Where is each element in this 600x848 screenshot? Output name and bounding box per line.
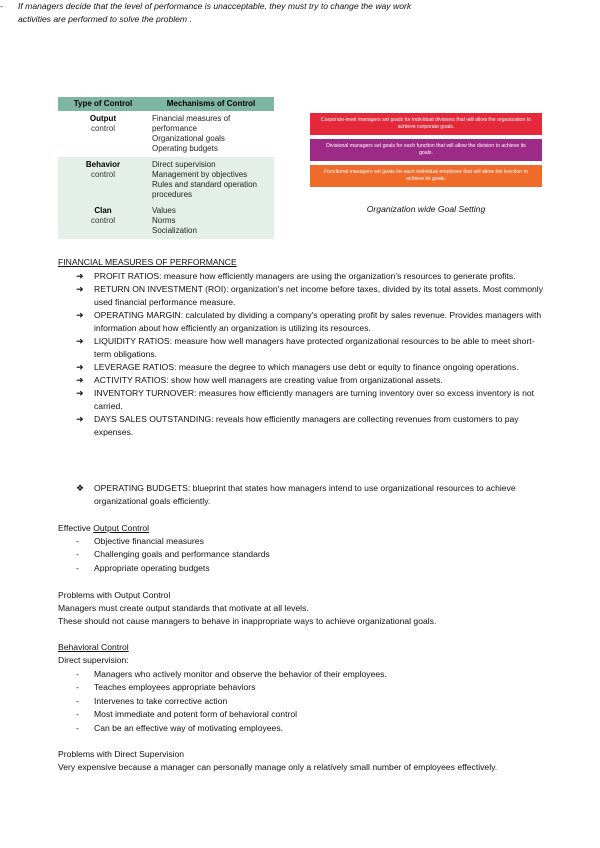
financial-measures-list <box>76 270 546 439</box>
goal-setting-caption: Organization wide Goal Setting <box>366 204 486 214</box>
list-item: ➜ DAYS SALES OUTSTANDING: reveals how efficiently managers are collecting revenues from customers to pay expenses. <box>76 414 519 437</box>
list-item: ➜ LIQUIDITY RATIOS: measure how well managers have protected organizational resources to be able to meet short-term obligations. <box>76 336 535 359</box>
control-type-sub: control <box>90 216 115 225</box>
list-item: ➜ INVENTORY TURNOVER: measures how efficiently managers are turning inventory over so excess inventory is not carried. <box>76 388 535 411</box>
problems-supervision-heading: Problems with Direct Supervision <box>58 749 185 759</box>
behavioral-sub: Direct supervision: <box>58 655 129 665</box>
list-item: - Most immediate and potent form of behavioral control <box>76 709 298 720</box>
mechanism: Norms <box>152 216 176 225</box>
list-item: ➜ ACTIVITY RATIOS: show how well managers are creating value from organizational assets. <box>76 375 443 385</box>
table-header-mechanisms: Mechanisms of Control <box>148 97 274 111</box>
arrow-icon: ➜ <box>76 388 84 398</box>
goal-setting-diagram <box>310 113 542 191</box>
list-item: ➜ OPERATING MARGIN: calculated by dividing a company's operating profit by sales revenue. Provides managers with information about how efficiently an organization is utilizing its resources. <box>76 310 542 333</box>
mechanism: Management by objectives <box>152 170 248 179</box>
mechanism: Direct supervision <box>152 160 216 169</box>
mechanism: Financial measures of performance <box>152 114 231 133</box>
budget-list <box>76 482 546 508</box>
problems-output-heading: Problems with Output Control <box>58 590 171 600</box>
arrow-icon: ➜ <box>76 362 84 372</box>
list-item: - Intervenes to take corrective action <box>76 695 228 706</box>
arrow-icon: ➜ <box>76 375 84 385</box>
arrow-icon: ➜ <box>76 310 84 320</box>
control-type-sub: control <box>90 124 115 133</box>
paragraph-line: These should not cause managers to behave in inappropriate ways to achieve organizational goals. <box>58 616 437 626</box>
list-item: ➜ LEVERAGE RATIOS: measure the degree to which managers use debt or equity to finance ongoing operations. <box>76 362 519 372</box>
table-header-type: Type of Control <box>58 97 148 111</box>
paragraph-line: Managers must create output standards that motivate at all levels. <box>58 603 309 613</box>
arrow-icon: ➜ <box>76 336 84 346</box>
behavioral-list <box>76 668 387 735</box>
effective-output-heading: Effective Output Control <box>58 523 150 533</box>
table-row <box>58 203 274 239</box>
problems-output-section <box>58 589 548 628</box>
dash-bullet: - <box>0 1 3 11</box>
table-row <box>58 157 274 203</box>
mechanism: Rules and standard operation procedures <box>152 180 257 199</box>
control-type-sub: control <box>90 170 115 179</box>
list-item: - Teaches employees appropriate behaviors <box>76 682 256 693</box>
list-item: - Managers who actively monitor and observe the behavior of their employees. <box>76 669 387 679</box>
goal-bar-functional: Functional managers set goals for each individual employee that will allow the function to achieve its goals. <box>310 165 542 187</box>
control-type: Output <box>89 114 117 123</box>
problems-supervision-section <box>58 748 548 774</box>
goal-bar-corporate: Corporate-level managers set goals for individual divisions that will allow the organization to achieve corporate goals. <box>310 113 542 135</box>
mechanism: Organizational goals <box>152 134 225 143</box>
intro-text: If managers decide that the level of performance is unacceptable, they must try to change the way work activities are performed to solve the problem . <box>18 1 412 24</box>
list-item: - Can be an effective way of motivating employees. <box>76 722 284 733</box>
list-item: ➜ RETURN ON INVESTMENT (ROI): organization's net income before taxes, divided by its total assets. Most commonly used financial performance measure. <box>76 284 543 307</box>
control-type: Behavior <box>85 160 121 169</box>
financial-heading: FINANCIAL MEASURES OF PERFORMANCE <box>58 257 237 267</box>
list-item: - Objective financial measures <box>76 536 204 546</box>
list-item: ➜ PROFIT RATIOS: measure how efficiently managers are using the organization's resources to generate profits. <box>76 271 516 281</box>
arrow-icon: ➜ <box>76 414 84 424</box>
table-row <box>58 111 274 157</box>
arrow-icon: ➜ <box>76 271 84 281</box>
paragraph-text: Very expensive because a manager can personally manage only a relatively small number of employees effectively. <box>58 762 498 772</box>
arrow-icon: ➜ <box>76 284 84 294</box>
mechanism: Socialization <box>152 226 197 235</box>
control-types-table <box>58 97 274 239</box>
list-item: ❖ OPERATING BUDGETS: blueprint that states how managers intend to use organizational resources to achieve organizational goals efficiently. <box>76 483 516 506</box>
control-type: Clan <box>94 206 112 215</box>
intro-note <box>0 0 430 26</box>
list-item: - Challenging goals and performance standards <box>76 549 270 560</box>
mechanism: Values <box>152 206 176 215</box>
effective-output-list <box>76 535 270 575</box>
diamond-icon: ❖ <box>76 483 85 493</box>
goal-bar-divisional: Divisional managers set goals for each function that will allow the division to achieve its goals. <box>310 139 542 161</box>
list-item: - Appropriate operating budgets <box>76 562 210 573</box>
behavioral-heading: Behavioral Control <box>58 642 129 652</box>
mechanism: Operating budgets <box>152 144 218 153</box>
